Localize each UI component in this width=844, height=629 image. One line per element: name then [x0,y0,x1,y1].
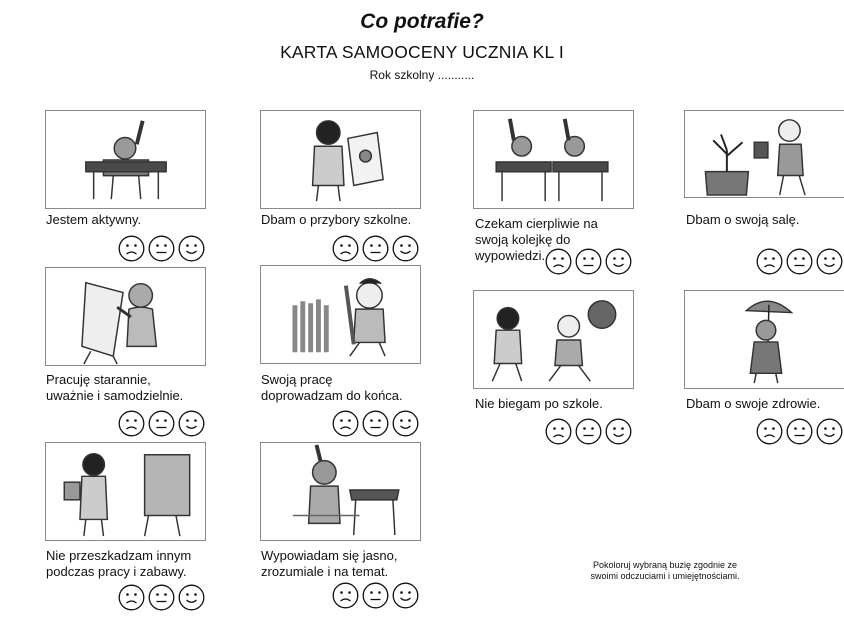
coloring-instruction: Pokoloruj wybraną buzię zgodnie ze swoimi odczuciami i umiejętnościami. [590,560,740,581]
rating-faces-starannie [118,410,205,437]
label-cierpliwie: Czekam cierpliwie na swoją kolejkę do wypowiedzi. [475,216,598,263]
sad-face-icon[interactable] [756,418,783,445]
label-zdrowie: Dbam o swoje zdrowie. [686,396,821,411]
sad-face-icon[interactable] [118,584,145,611]
school-year-line: Rok szkolny ........... [369,68,475,82]
picture-student-raising-hand [45,110,206,209]
happy-face-icon[interactable] [392,235,419,262]
neutral-face-icon[interactable] [148,235,175,262]
sad-face-icon[interactable] [756,248,783,275]
label-przybory: Dbam o przybory szkolne. [261,212,412,227]
rating-faces-zdrowie [756,418,843,445]
rating-faces-przybory [332,235,419,262]
sad-face-icon[interactable] [332,235,359,262]
happy-face-icon[interactable] [178,584,205,611]
neutral-face-icon[interactable] [148,410,175,437]
sad-face-icon[interactable] [545,418,572,445]
picture-boy-watering-plant [684,110,844,198]
happy-face-icon[interactable] [178,235,205,262]
neutral-face-icon[interactable] [362,582,389,609]
neutral-face-icon[interactable] [786,418,813,445]
neutral-face-icon[interactable] [148,584,175,611]
picture-boy-with-drawing [260,110,421,209]
happy-face-icon[interactable] [178,410,205,437]
picture-girl-painting [45,267,206,366]
neutral-face-icon[interactable] [362,410,389,437]
rating-faces-wypowiadam [332,582,419,609]
picture-children-reading [45,442,206,541]
label-aktywny: Jestem aktywny. [46,212,142,227]
rating-faces-przeszkadzam [118,584,205,611]
sad-face-icon[interactable] [332,410,359,437]
page-title: Co potrafie? [360,10,484,33]
rating-faces-biegam [545,418,632,445]
page-subtitle: KARTA SAMOOCENY UCZNIA KL I [280,42,564,62]
happy-face-icon[interactable] [605,248,632,275]
label-sala: Dbam o swoją salę. [686,212,800,227]
happy-face-icon[interactable] [392,582,419,609]
picture-boy-speaking [260,442,421,541]
label-starannie: Pracuję starannie, uważnie i samodzielnie. [46,372,184,403]
sad-face-icon[interactable] [118,235,145,262]
happy-face-icon[interactable] [816,248,843,275]
rating-faces-sala [756,248,843,275]
neutral-face-icon[interactable] [786,248,813,275]
rating-faces-aktywny [118,235,205,262]
sad-face-icon[interactable] [545,248,572,275]
picture-boy-with-pencils [260,265,421,364]
sad-face-icon[interactable] [332,582,359,609]
label-biegam: Nie biegam po szkole. [475,396,603,411]
neutral-face-icon[interactable] [575,248,602,275]
happy-face-icon[interactable] [605,418,632,445]
label-przeszkadzam: Nie przeszkadzam innym podczas pracy i zabawy. [46,548,192,579]
rating-faces-cierpliwie [545,248,632,275]
picture-child-with-umbrella [684,290,844,389]
neutral-face-icon[interactable] [575,418,602,445]
picture-children-globe [473,290,634,389]
happy-face-icon[interactable] [392,410,419,437]
neutral-face-icon[interactable] [362,235,389,262]
picture-two-students-raising-hands [473,110,634,209]
happy-face-icon[interactable] [816,418,843,445]
rating-faces-praca [332,410,419,437]
label-wypowiadam: Wypowiadam się jasno, zrozumiale i na temat. [261,548,398,579]
label-praca: Swoją pracę doprowadzam do końca. [261,372,403,403]
sad-face-icon[interactable] [118,410,145,437]
